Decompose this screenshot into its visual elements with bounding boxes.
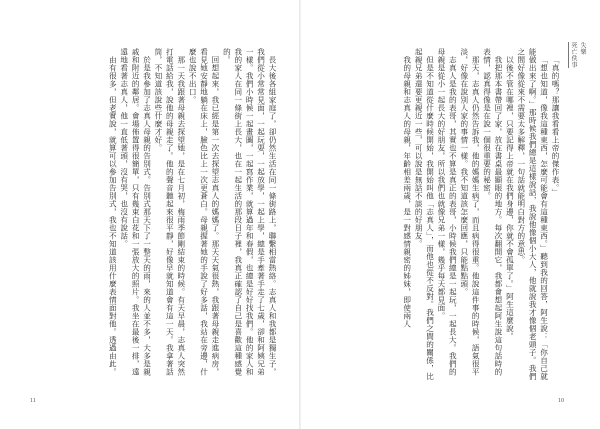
paragraph: 那一天我跟著母親去探望她，是在七月初，梅雨季節剛結束的時候。有天早晨，志真人突然打電話給我，說他的母親走了。他的聲音聽起來很平靜，好像早就知道會有這一天。我拿著話筒，不知道該說些什麼才好。 (153, 48, 186, 376)
paragraph: 由有很多，但老實說，就算可以參加告別式，我也不知道該用什麼表情面對他。透過由此。 (108, 55, 118, 376)
paragraph: 但是不知道從什麼時候開始，我開始叫他「志真人」，而他也從不反對。我們之間的關係，比起親兄弟還要更親近一些，可以說是無話不談的好朋友。 (414, 48, 435, 380)
left-page-body (36, 48, 278, 382)
paragraph: 長大後各組家庭了，卻仍然生活在同一條街路上，聯繫相當熱絡。志真人和我都是獨生子，我們從小常常見面，一起玩耍，一起放學，一起上學，總是手牽著手走了七歲，卻和阿姨兄弟一樣。我們小時候一起畫圖，一起寫作業，就算過年和春假，也總是好好找我們。他的家人和我的家人在同一條街上長大，也在一起生活的那段日子裡，我真正確認了自己是喜歡這種感覺的。 (222, 48, 277, 376)
right-page-body (337, 48, 561, 382)
paragraph: 我的母親和志真人的母親，年齡相差兩歲，是一對感情親密的姊妹，即使兩人 (402, 55, 412, 328)
paragraph: 「想也知道，像我這種東西，怎麼可能會有這種東西。」聽到我的回答，阿生說：「你自己就能做出來了啊。」那時候我們總是這樣說話，我說他像個小大人，他就說我才像個老頭子。我們之間好像從來不需要太多解釋，一句話就能明白對方的意思。 (516, 48, 549, 381)
paragraph: 那天，志真人仍然告訴我，他的媽媽生病了，而且病得很重。他說這件事的時候，語氣很平淡，好像在說別人家的事情一樣。我不知道該怎麼回應，只能點點頭。 (459, 48, 481, 376)
running-head-title: 死亡佚事 (570, 42, 577, 69)
paragraph: 「真的嗎？那讓我看看上帝的傑作表。」 (551, 55, 560, 196)
page-number-right: 10 (558, 398, 564, 404)
paragraph: 回想起來，我已經是第一次去探望志真人的媽媽了。那天天氣很熱，我跟著母親走進病房，看見她安靜地躺在床上，臉色比上一次更蒼白。母親握著她的手說了好多話，我站在旁邊，什麼也說不出口。 (188, 48, 220, 376)
paragraph: 以後不管在哪裡，只要記得上帝就在我們身邊，你就不會孤單了。」阿生這麼說。 (505, 55, 515, 340)
running-head-label: 失樂 (579, 42, 586, 56)
running-head (568, 42, 587, 68)
paragraph: 我把那本書帶回了家，放在書桌最顯眼的地方。每次翻開它，我都會想起阿生說這句話時的表情，認真得像是在說一個很重要的秘密。 (482, 48, 503, 376)
right-page (301, 0, 600, 429)
paragraph: 於是我參加了志真人母親的告別式。告別式那天下了一整天的雨，來的人並不多，大多是親戚和附近的鄰居。會場佈置得很簡單，只有幾束白花和一張放大的照片。我坐在最後一排，遠遠地看著志真人，他一直低著頭，沒有哭，也沒有說話。 (119, 48, 152, 376)
page-number-left: 11 (30, 398, 36, 404)
paragraph: 志真人是我的表哥，其實也不算是真正的表哥，小時候我們總是一起玩，一起長大。我們的母親是從小一起長大的好朋友，所以我們也就像兄弟一樣，幾乎每天都見面。 (436, 48, 458, 376)
